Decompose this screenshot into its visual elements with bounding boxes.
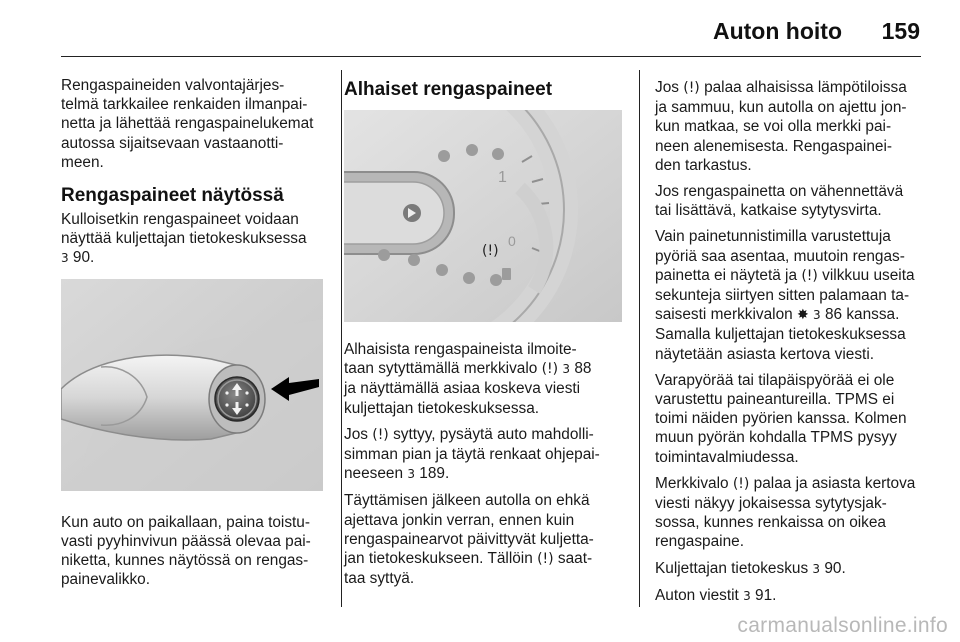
low-pressure-paragraph-1: Alhaisista rengaspaineista ilmoite- taan sytyttämällä merkkivalo (!) 3 88 ja näyttämällä asiaa koskeva viesti kuljettajan tietokeskuksessa. xyxy=(344,341,592,417)
warning-light-paragraph: Merkkivalo (!) palaa ja asiasta kertova viesti näkyy jokaisessa sytytysjak- sossa, kunnes renkaissa on oikea rengaspaine. xyxy=(655,474,916,551)
display-paragraph: Kulloisetkin rengaspaineet voidaan näyttää kuljettajan tietokeskuksessa 3 90. xyxy=(61,211,307,267)
wiper-lever-illustration xyxy=(61,279,323,491)
tpms-warning-icon: (!) xyxy=(482,243,499,259)
column-1 xyxy=(61,76,329,596)
page-header xyxy=(0,0,960,58)
ref-arrow-icon: 3 xyxy=(407,467,415,482)
ref-arrow-icon: 3 xyxy=(813,308,821,323)
tpms-icon: (!) xyxy=(732,475,750,492)
column-2 xyxy=(344,78,628,595)
spare-wheel-paragraph: Varapyörää tai tilapäispyörää ei ole varustettu paineantureilla. TPMS ei toimi näiden pyörien kanssa. Kolmen muun pyörän kohdalla TPMS pysyy toimintavalmiudessa. xyxy=(655,371,907,466)
tpms-icon: (!) xyxy=(541,361,559,378)
column-divider-1 xyxy=(341,70,342,607)
instrument-cluster-illustration xyxy=(344,110,622,322)
intro-paragraph: Rengaspaineiden valvontajärjes- telmä tarkkailee renkaiden ilmanpai- netta ja lähettää rengaspainelukemat autossa sijaitsevaan vastaanotti- meen. xyxy=(61,77,314,171)
section-heading-display: Rengaspaineet näytössä xyxy=(61,185,284,207)
ref-arrow-icon: 3 xyxy=(562,362,571,377)
header-rule xyxy=(61,56,921,57)
section-title: Auton hoito xyxy=(712,18,842,44)
low-pressure-paragraph-3: Täyttämisen jälkeen autolla on ehkä ajettava jonkin verran, ennen kuin rengaspainearvot päivittyvät kuljetta- jan tietokeskukseen. Tällöin (!) saat- taa syttyä. xyxy=(344,492,594,588)
ref-arrow-icon: 3 xyxy=(61,251,69,266)
gauge-label-zero: 0 xyxy=(508,233,516,249)
column-divider-2 xyxy=(639,70,640,607)
ref-arrow-icon: 3 xyxy=(812,561,821,576)
vehicle-messages-reference: Auton viestit 3 91. xyxy=(655,586,777,604)
low-pressure-paragraph-2: Jos (!) syttyy, pysäytä auto mahdolli- simman pian ja täytä renkaat ohjepai- neeseen 3 189. xyxy=(344,425,600,483)
dic-reference: Kuljettajan tietokeskus 3 90. xyxy=(655,559,846,577)
column-3 xyxy=(655,78,947,613)
adjust-pressure-paragraph: Jos rengaspainetta on vähennettävä tai lisättävä, katkaise sytytysvirta. xyxy=(655,183,904,220)
watermark: carmanualsonline.info xyxy=(737,614,948,637)
instruction-paragraph: Kun auto on paikallaan, paina toistu- vasti pyyhinvivun päässä olevaa pai- niketta, kunnes näytössä on rengas- painevalikko. xyxy=(61,513,311,589)
page-number: 159 xyxy=(881,18,920,44)
tpms-icon: (!) xyxy=(372,426,389,443)
tpms-icon: (!) xyxy=(683,80,700,96)
tpms-icon: (!) xyxy=(537,551,554,568)
gauge-label-one: 1 xyxy=(498,169,507,186)
ref-arrow-icon: 3 xyxy=(743,588,751,603)
sensor-wheels-paragraph: Vain painetunnistimilla varustettuja pyöriä saa asentaa, muutoin rengas- painetta ei näytetä ja (!) vilkkuu useita sekunteja siirtyen sitten palamaan ta- saisesti merkkivalon ✸ 3 86 kanssa. Samalla kuljettajan tietokeskuksessa näytetään asiasta kertova viesti. xyxy=(655,228,915,363)
malfunction-light-icon: ✸ xyxy=(797,307,809,324)
cold-temp-paragraph: Jos (!) palaa alhaisissa lämpötiloissa ja sammuu, kun autolla on ajettu jon- kun matkaa, se voi olla merkki pai- neen alenemisesta. Rengaspainei- den tarkastus. xyxy=(655,79,907,174)
section-heading-low-pressure: Alhaiset rengaspaineet xyxy=(344,79,553,100)
tpms-icon: (!) xyxy=(801,267,818,284)
